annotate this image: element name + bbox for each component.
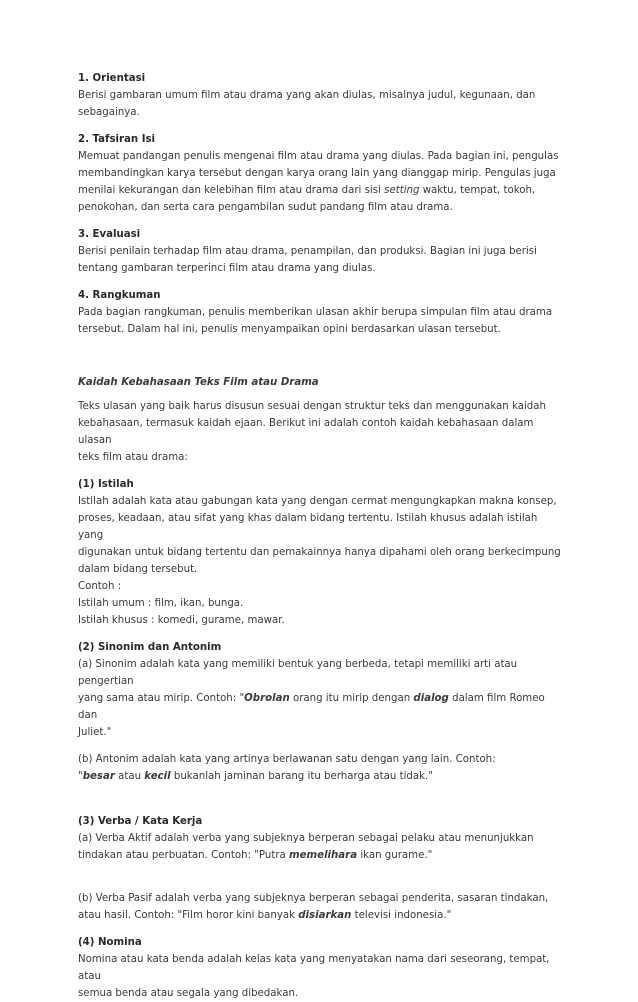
section-text-line: Juliet." <box>78 727 112 738</box>
spacer <box>78 348 564 374</box>
section-tafsiran-isi <box>78 131 564 216</box>
spacer <box>78 391 564 398</box>
section-heading: 3. Evaluasi <box>78 229 141 240</box>
kaidah-title: Kaidah Kebahasaan Teks Film atau Drama <box>78 377 319 388</box>
section-text-line: (b) Antonim adalah kata yang artinya berlawanan satu dengan yang lain. Contoh: <box>78 754 496 765</box>
kaidah-intro <box>78 398 564 466</box>
text-span: bukanlah jaminan barang itu berharga atau tidak." <box>170 771 433 782</box>
text-span: televisi indonesia." <box>351 910 452 921</box>
section-text-line <box>78 182 564 199</box>
text-span: menilai kekurangan dan kelebihan film atau drama dari sisi <box>78 185 385 196</box>
section-rangkuman <box>78 287 564 338</box>
emphasis-setting: setting <box>384 185 420 196</box>
spacer <box>78 785 564 813</box>
section-text-line: tersebut. Dalam hal ini, penulis menyampaikan opini berdasarkan ulasan tersebut. <box>78 324 501 335</box>
section-text-line: (a) Verba Aktif adalah verba yang subjeknya berperan sebagai pelaku atau menunjukkan <box>78 833 534 844</box>
text-span: atau hasil. Contoh: "Film horor kini banyak <box>78 910 299 921</box>
section-text-line: (b) Verba Pasif adalah verba yang subjeknya berperan sebagai penderita, sasaran tindakan, <box>78 893 549 904</box>
text-span: dalam film Romeo dan <box>78 693 545 721</box>
intro-line: teks film atau drama: <box>78 452 188 463</box>
emphasis-dialog: dialog <box>413 693 449 704</box>
text-span: ikan gurame." <box>357 850 433 861</box>
section-text-line: tentang gambaran terperinci film atau drama yang diulas. <box>78 263 376 274</box>
section-text-line: Berisi penilain terhadap film atau drama, penampilan, dan produksi. Bagian ini juga berisi <box>78 246 537 257</box>
section-text-line <box>78 768 564 785</box>
document-page <box>78 70 564 1002</box>
section-text-line: Memuat pandangan penulis mengenai film atau drama yang diulas. Pada bagian ini, pengulas <box>78 151 559 162</box>
section-heading: (4) Nomina <box>78 937 142 948</box>
section-istilah <box>78 476 564 629</box>
section-text-line: Istilah khusus : komedi, gurame, mawar. <box>78 615 285 626</box>
section-text-line: Contoh : <box>78 581 122 592</box>
intro-line: kebahasaan, termasuk kaidah ejaan. Berikut ini adalah contoh kaidah kebahasaan dalam ulasan <box>78 418 534 446</box>
text-span: waktu, tempat, tokoh, <box>419 185 536 196</box>
section-text-line <box>78 690 564 724</box>
section-text-line: membandingkan karya tersebut dengan karya orang lain yang dianggap mirip. Pengulas juga <box>78 168 556 179</box>
section-heading: 4. Rangkuman <box>78 290 161 301</box>
intro-line: Teks ulasan yang baik harus disusun sesuai dengan struktur teks dan menggunakan kaidah <box>78 401 546 412</box>
section-evaluasi <box>78 226 564 277</box>
emphasis-memelihara: memelihara <box>289 850 358 861</box>
section-text-line: (a) Sinonim adalah kata yang memiliki bentuk yang berbeda, tetapi memiliki arti atau pengertian <box>78 659 518 687</box>
section-text-line <box>78 907 564 924</box>
section-heading: (3) Verba / Kata Kerja <box>78 816 203 827</box>
section-text-line: digunakan untuk bidang tertentu dan pemakainnya hanya dipahami oleh orang berkecimpung <box>78 547 561 558</box>
section-text-line: Istilah adalah kata atau gabungan kata yang dengan cermat mengungkapkan makna konsep, <box>78 496 557 507</box>
text-span: atau <box>114 771 145 782</box>
section-sinonim-antonim <box>78 639 564 785</box>
section-orientasi <box>78 70 564 121</box>
section-heading: 1. Orientasi <box>78 73 146 84</box>
section-heading: (2) Sinonim dan Antonim <box>78 642 222 653</box>
spacer <box>78 864 564 890</box>
section-nomina <box>78 934 564 1002</box>
section-text-line: penokohan, dan serta cara pengambilan sudut pandang film atau drama. <box>78 202 453 213</box>
text-span: yang sama atau mirip. Contoh: " <box>78 693 245 704</box>
section-text-line: Berisi gambaran umum film atau drama yang akan diulas, misalnya judul, kegunaan, dan <box>78 90 536 101</box>
text-span: orang itu mirip dengan <box>289 693 414 704</box>
section-text-line: dalam bidang tersebut. <box>78 564 198 575</box>
emphasis-besar: besar <box>82 771 115 782</box>
section-text-line: Pada bagian rangkuman, penulis memberikan ulasan akhir berupa simpulan film atau drama <box>78 307 553 318</box>
spacer <box>78 741 564 751</box>
section-verba <box>78 813 564 924</box>
emphasis-disiarkan: disiarkan <box>298 910 352 921</box>
section-text-line: proses, keadaan, atau sifat yang khas dalam bidang tertentu. Istilah khusus adalah istilah yang <box>78 513 538 541</box>
section-text-line: semua benda atau segala yang dibedakan. <box>78 988 299 999</box>
text-span: tindakan atau perbuatan. Contoh: "Putra <box>78 850 290 861</box>
section-text-line: sebagainya. <box>78 107 140 118</box>
section-text-line: Istilah umum : film, ikan, bunga. <box>78 598 244 609</box>
spacer <box>78 924 564 934</box>
section-heading: (1) Istilah <box>78 479 134 490</box>
emphasis-kecil: kecil <box>144 771 171 782</box>
section-text-line: Nomina atau kata benda adalah kelas kata yang menyatakan nama dari seseorang, tempat, atau <box>78 954 550 982</box>
section-heading: 2. Tafsiran Isi <box>78 134 156 145</box>
section-text-line <box>78 847 564 864</box>
emphasis-obrolan: Obrolan <box>244 693 290 704</box>
text-span: " <box>78 771 83 782</box>
